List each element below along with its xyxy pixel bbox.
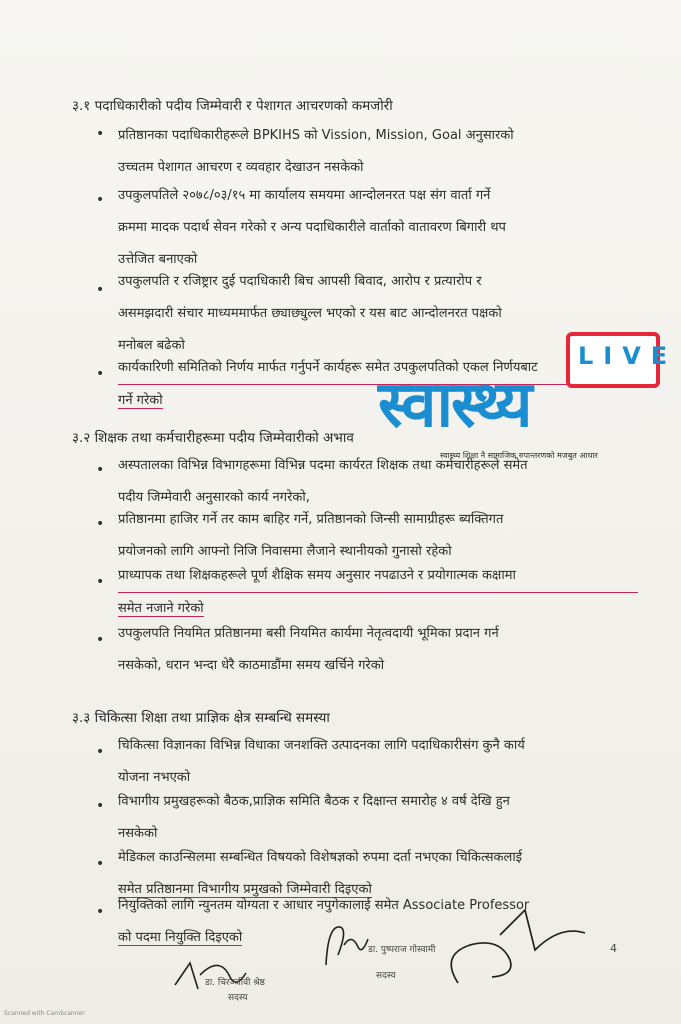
item-line: विभागीय प्रमुखहरूको बैठक,प्राज्ञिक समिति बैठक र दिक्षान्त समारोह ४ वर्ष देखि हुन	[118, 794, 510, 809]
item-line: उच्चतम पेशागत आचरण र व्यवहार देखाउन नसकेको	[118, 160, 364, 175]
bullet: •	[96, 192, 105, 208]
item-line-text: को पदमा नियुक्ति दिइएको	[118, 930, 243, 945]
item-line: उपकुलपति नियमित प्रतिष्ठानमा बसी नियमित कार्यमा नेतृत्वदायी भूमिका प्रदान गर्न	[118, 626, 499, 641]
bullet: •	[96, 744, 105, 760]
item-line-text: समेत नजाने गरेको	[118, 601, 204, 616]
bullet: •	[96, 632, 105, 648]
item-line: उपकुलपतिले २०७८/०३/१५ मा कार्यालय समयमा आन्दोलनरत पक्ष संग वार्ता गर्ने	[118, 188, 491, 203]
item-line: प्रतिष्ठानमा हाजिर गर्ने तर काम बाहिर गर्ने, प्रतिष्ठानको जिन्सी सामाग्रीहरू ब्यक्तिगत	[118, 512, 504, 527]
item-line: अस्पतालका विभिन्न विभागहरूमा विभिन्न पदमा कार्यरत शिक्षक तथा कर्मचारीहरूले समेत	[118, 458, 528, 473]
list-item	[118, 618, 638, 682]
item-line	[118, 385, 188, 417]
list-item	[118, 730, 638, 794]
item-line: प्राध्यापक तथा शिक्षकहरूले पूर्ण शैक्षिक समय अनुसार नपढाउने र प्रयोगात्मक कक्षामा	[118, 560, 638, 593]
bullet: •	[96, 462, 105, 478]
item-line: मनोबल बढेको	[118, 338, 185, 353]
live-badge	[566, 332, 678, 388]
signature-role: सदस्य	[376, 971, 396, 981]
item-line: प्रयोजनको लागि आफ्नो निजि निवासमा लैजाने स्थानीयको गुनासो रहेको	[118, 544, 452, 559]
section-title-3-1: ३.१ पदाधिकारीको पदीय जिम्मेवारी र पेशागत आचरणको कमजोरी	[72, 98, 393, 114]
item-line: उपकुलपति र रजिष्ट्रार दुई पदाधिकारी बिच आपसी बिवाद, आरोप र प्रत्यारोप र	[118, 274, 482, 289]
bullet: •	[96, 798, 105, 814]
swasthya-live-logo	[378, 330, 678, 460]
live-badge-text: LIVE	[578, 342, 678, 370]
item-line: नसकेको, धरान भन्दा धेरै काठमाडौंमा समय खर्चिने गरेको	[118, 658, 385, 673]
item-line: नियुक्तिको लागि न्युनतम योग्यता र आधार नपुगेकालाई समेत Associate Professor	[118, 898, 530, 913]
item-line: क्रममा मादक पदार्थ सेवन गरेको र अन्य पदाधिकारीले वार्ताको वातावरण बिगारी थप	[118, 220, 506, 235]
bullet: •	[96, 516, 105, 532]
signature-3	[440, 905, 590, 990]
list-item	[118, 560, 638, 625]
signature-role: सदस्य	[228, 993, 248, 1003]
section-title-3-3: ३.३ चिकित्सा शिक्षा तथा प्राज्ञिक क्षेत्र सम्बन्धि समस्या	[72, 710, 330, 726]
signature-name: डा. पुष्पराज गोस्वामी	[368, 945, 436, 955]
list-item	[118, 180, 638, 276]
bullet: •	[96, 574, 105, 590]
scanner-watermark: Scanned with CamScanner	[4, 1010, 85, 1017]
item-line: कार्यकारिणी समितिको निर्णय मार्फत गर्नुपर्ने कार्यहरू समेत उपकुलपतिको एकल निर्णयबाट	[118, 352, 638, 385]
item-line: असमझदारी संचार माध्यममार्फत छ्याछ्युल्ल भएको र यस बाट आन्दोलनरत पक्षको	[118, 306, 502, 321]
item-line-text: गर्ने गरेको	[118, 393, 163, 408]
item-line: नसकेको	[118, 826, 158, 841]
item-line: मेडिकल काउन्सिलमा सम्बन्धित विषयको विशेषज्ञको रुपमा दर्ता नभएका चिकित्सकलाई	[118, 850, 523, 865]
list-item	[118, 504, 638, 568]
item-line: चिकित्सा विज्ञानका विभिन्न विधाका जनशक्ति उत्पादनका लागि पदाधिकारीसंग कुनै कार्य	[118, 738, 525, 753]
item-line: उत्तेजित बनाएको	[118, 252, 198, 267]
bullet: •	[96, 282, 105, 298]
item-line: योजना नभएको	[118, 770, 191, 785]
bullet: •	[96, 366, 105, 382]
list-item	[118, 120, 638, 184]
bullet: •	[96, 126, 105, 142]
list-item	[118, 786, 638, 850]
signature-name: डा. चिरञ्जीवी श्रेष्ठ	[205, 978, 265, 988]
page-number: 4	[610, 942, 617, 955]
logo-tagline: स्वास्थ्य शिक्षा नै सामाजिक रुपान्तरणको मजबुत आधार	[440, 451, 598, 460]
item-line: प्रतिष्ठानका पदाधिकारीहरूले BPKIHS को Vission, Mission, Goal अनुसारको	[118, 128, 514, 143]
bullet: •	[96, 904, 105, 920]
item-line: पदीय जिम्मेवारी अनुसारको कार्य नगरेको,	[118, 490, 310, 505]
logo-wordmark: स्वास्थ्य	[378, 368, 531, 442]
bullet: •	[96, 856, 105, 872]
section-title-3-2: ३.२ शिक्षक तथा कर्मचारीहरूमा पदीय जिम्मेवारीको अभाव	[72, 430, 354, 446]
item-line-text: समेत प्रतिष्ठानमा विभागीय प्रमुखको जिम्मेवारी दिइएको	[118, 882, 372, 897]
